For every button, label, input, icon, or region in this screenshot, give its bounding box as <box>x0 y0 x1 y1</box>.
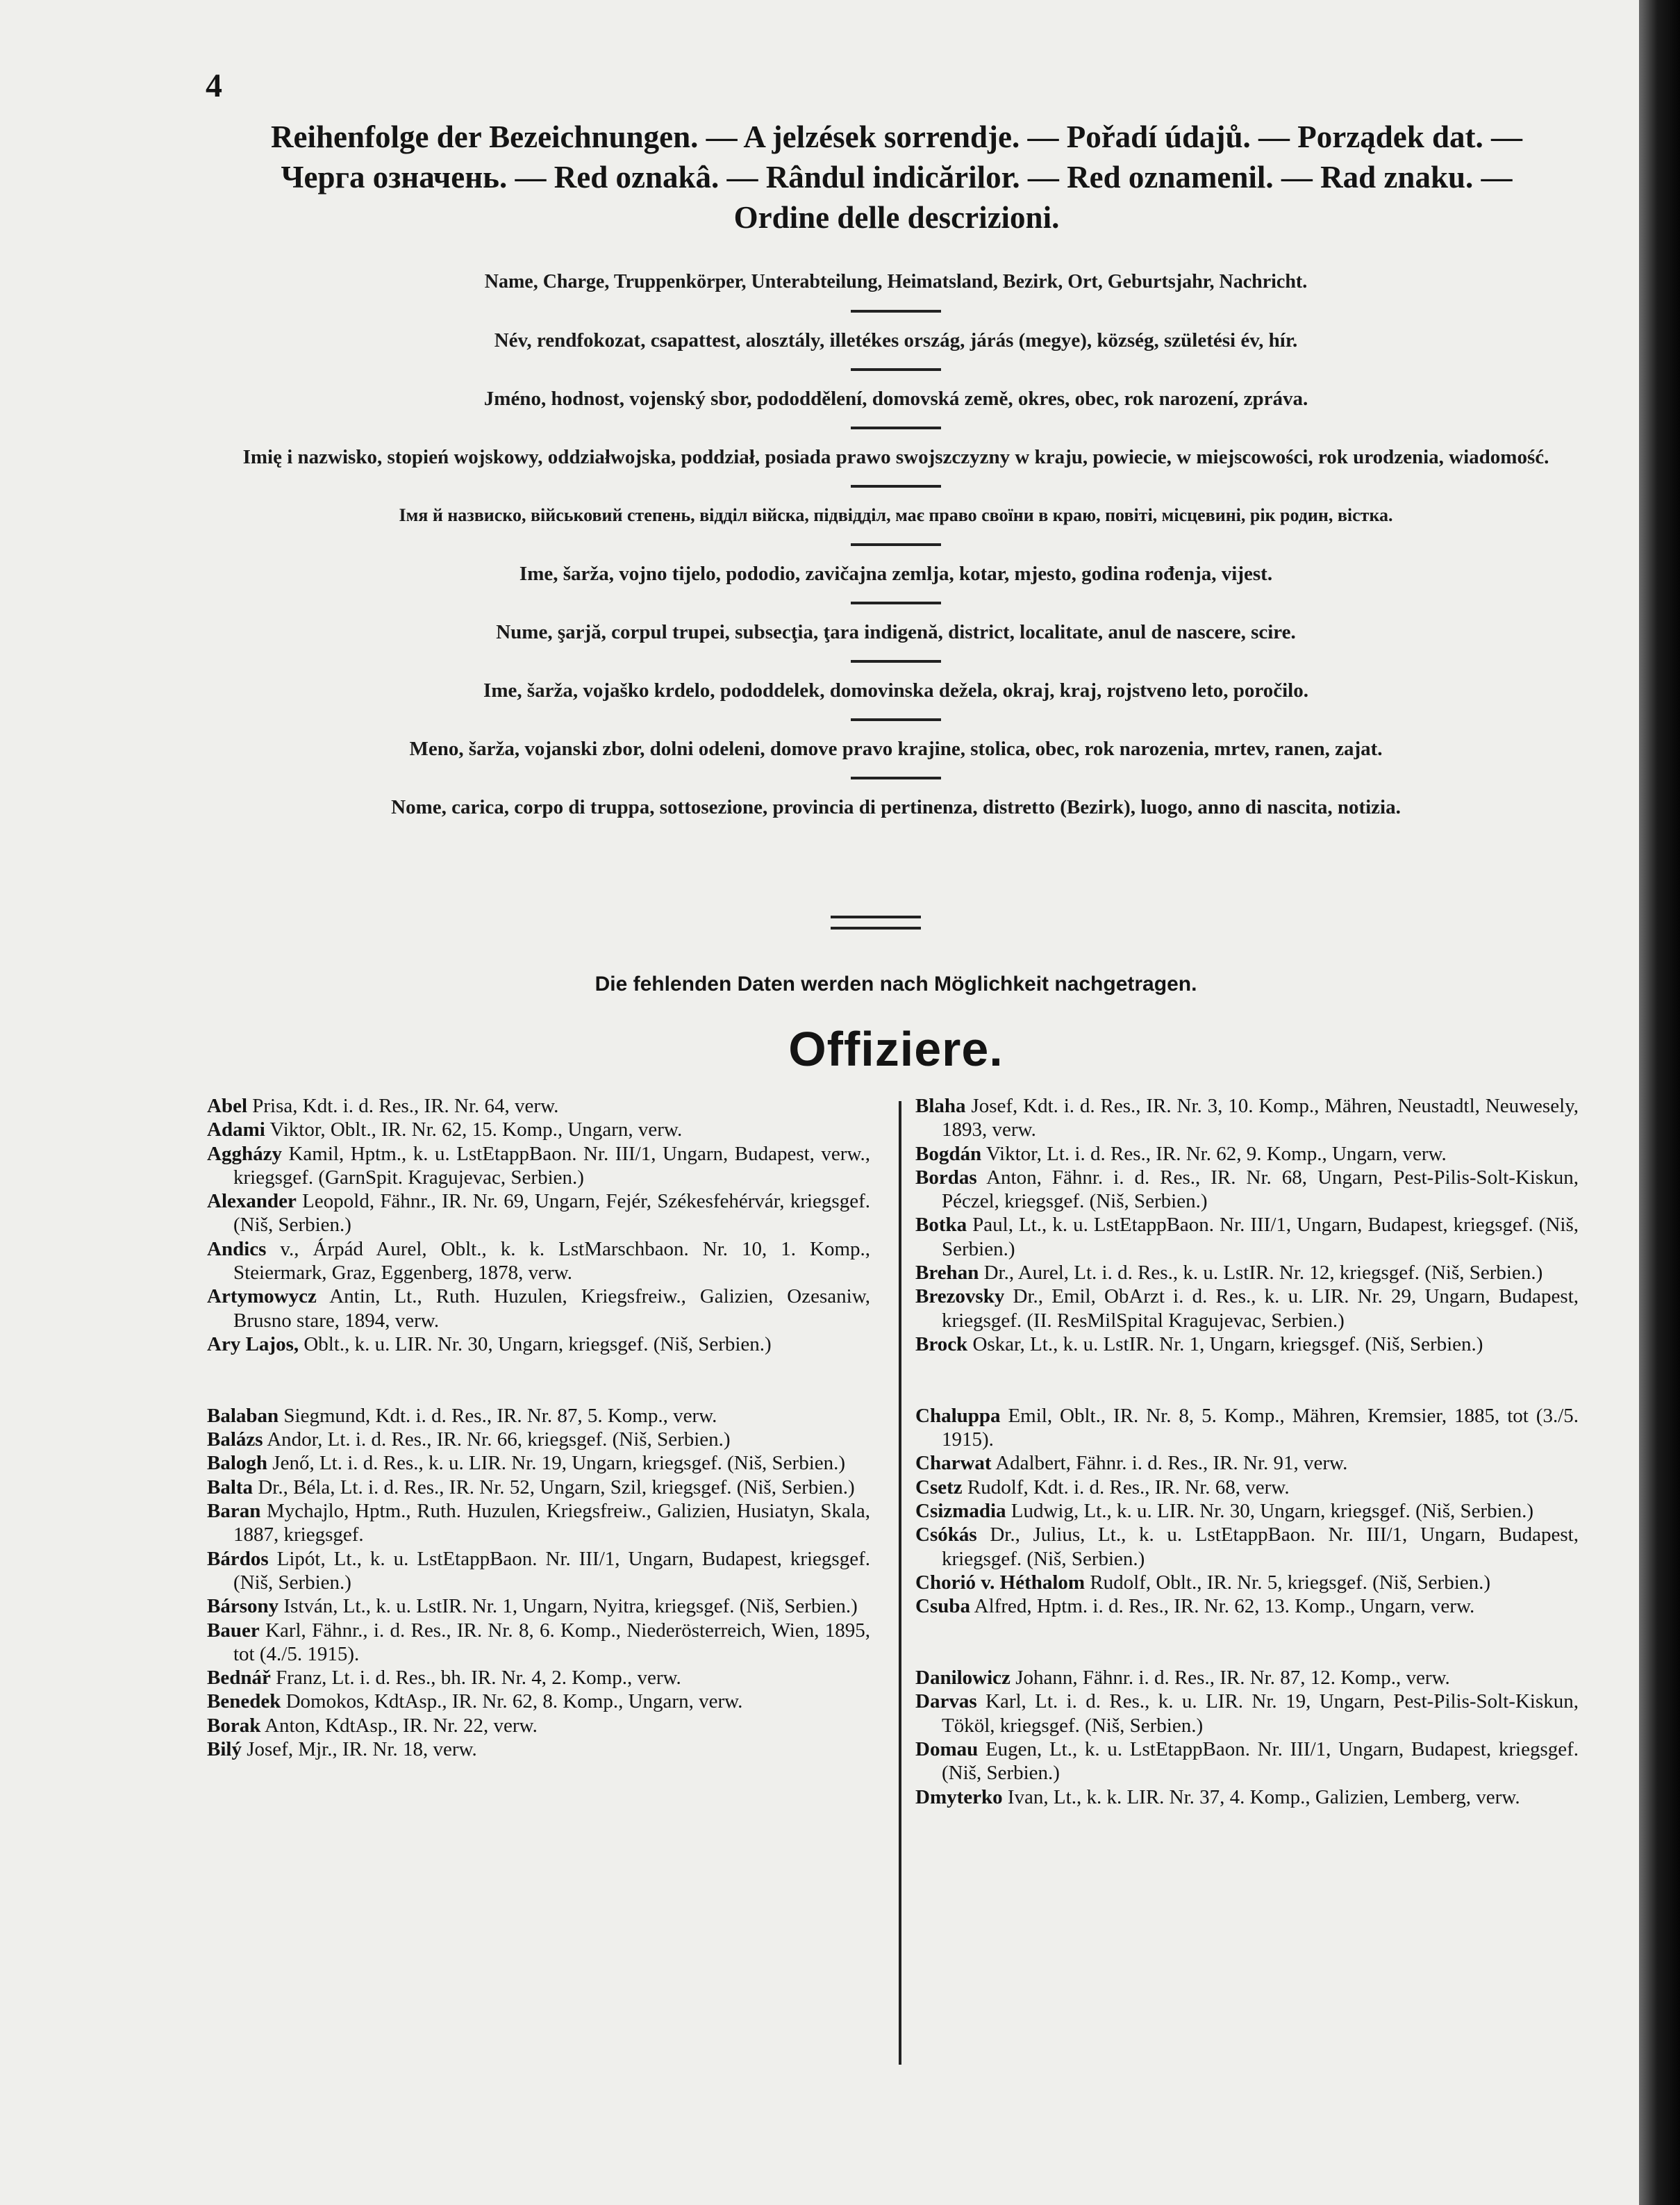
officer-surname: Bordas <box>915 1166 977 1189</box>
officer-surname: Brock <box>915 1332 968 1355</box>
officer-entry <box>915 1142 1579 1166</box>
legend-divider <box>851 485 941 488</box>
legend-ukrainian: Імя й назвиско, військовий степень, відділ війска, підвідділ, має право своїни в краю, повіті, місцевині, рік родин, вістка. <box>399 505 1393 525</box>
officer-details: Emil, Oblt., IR. Nr. 8, 5. Komp., Mähren, Kremsier, 1885, tot (3./5. 1915). <box>942 1404 1579 1451</box>
officer-surname: Alexander <box>207 1190 297 1213</box>
officer-details: Ivan, Lt., k. k. LIR. Nr. 37, 4. Komp., Galizien, Lemberg, verw. <box>1007 1785 1520 1808</box>
right-column <box>915 1094 1579 1809</box>
officer-surname: Chaluppa <box>915 1404 1001 1427</box>
officer-details: v., Árpád Aurel, Oblt., k. k. LstMarschbaon. Nr. 10, 1. Komp., Steiermark, Graz, Eggenberg, 1878, verw. <box>233 1237 871 1285</box>
officer-details: Leopold, Fähnr., IR. Nr. 69, Ungarn, Fejér, Székesfehérvár, kriegsgef. (Niš, Serbien.) <box>233 1190 870 1237</box>
officer-entry <box>207 1332 870 1356</box>
officer-surname: Csókás <box>915 1523 977 1546</box>
officer-entry <box>207 1404 870 1428</box>
officer-details: Adalbert, Fähnr. i. d. Res., IR. Nr. 91, verw. <box>995 1452 1348 1475</box>
officer-entry <box>915 1666 1579 1690</box>
officer-details: Antin, Lt., Ruth. Huzulen, Kriegsfreiw., Galizien, Ozesaniw, Brusno stare, 1894, verw. <box>233 1285 871 1332</box>
officer-details: Lipót, Lt., k. u. LstEtappBaon. Nr. III/1, Ungarn, Budapest, kriegsgef. (Niš, Serbien.) <box>233 1547 870 1594</box>
officer-surname: Balogh <box>207 1452 268 1475</box>
officer-surname: Benedek <box>207 1690 281 1713</box>
officer-surname: Balaban <box>207 1404 279 1427</box>
column-divider <box>899 1101 901 2065</box>
officer-details: Jenő, Lt. i. d. Res., k. u. LIR. Nr. 19, Ungarn, kriegsgef. (Niš, Serbien.) <box>272 1452 846 1475</box>
officer-surname: Bilý <box>207 1738 242 1761</box>
officer-details: Siegmund, Kdt. i. d. Res., IR. Nr. 87, 5. Komp., verw. <box>283 1404 717 1427</box>
title-line-2: Черга означень. — Red oznakâ. — Rândul indicărilor. — Red oznamenil. — Rad znaku. — <box>281 160 1513 195</box>
officer-entry <box>207 1189 870 1237</box>
officer-details: Viktor, Oblt., IR. Nr. 62, 15. Komp., Ungarn, verw. <box>269 1118 683 1141</box>
officer-details: Dr., Aurel, Lt. i. d. Res., k. u. LstIR. Nr. 12, kriegsgef. (Niš, Serbien.) <box>983 1262 1543 1285</box>
officer-entry <box>915 1594 1579 1618</box>
officer-details: Kamil, Hptm., k. u. LstEtappBaon. Nr. III/1, Ungarn, Budapest, verw., kriegsgef. (GarnSpit. Kragujevac, Serbien.) <box>233 1142 871 1189</box>
officer-entry <box>207 1714 870 1737</box>
officer-entry <box>915 1404 1579 1452</box>
legend-divider <box>851 427 941 429</box>
officer-surname: Csetz <box>915 1476 963 1498</box>
officer-surname: Danilowicz <box>915 1667 1011 1690</box>
officer-entry <box>915 1476 1579 1499</box>
officer-entry <box>915 1213 1579 1261</box>
officer-details: Andor, Lt. i. d. Res., IR. Nr. 66, kriegsgef. (Niš, Serbien.) <box>267 1428 731 1451</box>
officer-entry <box>915 1094 1579 1142</box>
legend-divider <box>851 368 941 371</box>
officer-entry <box>915 1332 1579 1356</box>
officer-surname: Charwat <box>915 1452 992 1475</box>
officer-entry <box>207 1547 870 1595</box>
officer-surname: Brezovsky <box>915 1285 1005 1308</box>
legend-divider <box>851 718 941 721</box>
title-line-1: Reihenfolge der Bezeichnungen. — A jelzések sorrendje. — Pořadí údajů. — Porządek dat. — <box>271 119 1522 154</box>
officer-surname: Bogdán <box>915 1142 982 1165</box>
officer-entry <box>207 1690 870 1713</box>
officer-entry <box>207 1118 870 1141</box>
officer-entry <box>207 1666 870 1690</box>
officer-details: Karl, Fähnr., i. d. Res., IR. Nr. 8, 6. Komp., Niederösterreich, Wien, 1895, tot (4./5. 1915). <box>233 1619 870 1665</box>
officer-surname: Brehan <box>915 1262 979 1285</box>
officer-surname: Andics <box>207 1237 267 1260</box>
legend-slovak: Meno, šarža, vojanski zbor, dolni odeleni, domove pravo krajine, stolica, obec, rok narozenia, mrtev, ranen, zajat. <box>409 738 1383 760</box>
officer-surname: Bauer <box>207 1619 260 1642</box>
officer-entry <box>207 1619 870 1667</box>
officer-entry <box>915 1166 1579 1214</box>
divider-line <box>831 927 921 930</box>
officer-surname: Bárdos <box>207 1547 269 1570</box>
entry-gap <box>207 1356 870 1404</box>
officer-details: Rudolf, Oblt., IR. Nr. 5, kriegsgef. (Niš, Serbien.) <box>1090 1571 1491 1594</box>
legend-german: Name, Charge, Truppenkörper, Unterabteilung, Heimatsland, Bezirk, Ort, Geburtsjahr, Nachricht. <box>484 271 1308 292</box>
officer-details: Anton, KdtAsp., IR. Nr. 22, verw. <box>265 1714 538 1737</box>
officer-details: Viktor, Lt. i. d. Res., IR. Nr. 62, 9. Komp., Ungarn, verw. <box>985 1142 1447 1165</box>
officer-entry <box>207 1142 870 1190</box>
officer-details: Rudolf, Kdt. i. d. Res., IR. Nr. 68, verw. <box>967 1476 1290 1498</box>
officer-surname: Chorió v. Héthalom <box>915 1571 1086 1594</box>
officer-entry <box>915 1690 1579 1737</box>
officer-entry <box>207 1285 870 1332</box>
legend-divider <box>851 602 941 604</box>
section-divider <box>831 916 921 938</box>
entry-gap <box>915 1356 1579 1404</box>
officer-entry <box>915 1571 1579 1594</box>
legend-divider <box>851 777 941 779</box>
officer-details: Mychajlo, Hptm., Ruth. Huzulen, Kriegsfreiw., Galizien, Husiatyn, Skala, 1887, kriegsgef. <box>233 1500 870 1546</box>
legend-divider <box>851 310 941 313</box>
legend-czech: Jméno, hodnost, vojenský sbor, pododdělení, domovská země, okres, obec, rok narození, zpráva. <box>483 388 1308 410</box>
legend-slovenian: Ime, šarža, vojaško krdelo, pododdelek, domovinska dežela, okraj, kraj, rojstveno leto, poročilo. <box>483 679 1308 702</box>
officer-surname: Blaha <box>915 1095 966 1117</box>
divider-line <box>831 916 921 918</box>
officer-surname: Bednář <box>207 1667 271 1690</box>
officer-surname: Csizmadia <box>915 1500 1006 1523</box>
legend-romanian: Nume, şarjă, corpul trupei, subsecţia, ţara indigenă, district, localitate, anul de nascere, scire. <box>496 621 1296 643</box>
officer-surname: Bársony <box>207 1595 279 1618</box>
officer-surname: Adami <box>207 1118 265 1141</box>
officer-details: Eugen, Lt., k. u. LstEtappBaon. Nr. III/1, Ungarn, Budapest, kriegsgef. (Niš, Serbien.) <box>942 1738 1579 1785</box>
missing-data-notice: Die fehlenden Daten werden nach Möglichkeit nachgetragen. <box>594 973 1197 996</box>
section-title: Offiziere. <box>788 1022 1004 1076</box>
officer-entry <box>915 1261 1579 1285</box>
officer-entry <box>207 1594 870 1618</box>
left-column <box>207 1094 870 1761</box>
officer-surname: Baran <box>207 1500 261 1523</box>
officer-entry <box>915 1785 1579 1809</box>
legend-hungarian: Név, rendfokozat, csapattest, alosztály, illetékes ország, járás (megye), község, születési év, hír. <box>494 329 1298 352</box>
officer-details: István, Lt., k. u. LstIR. Nr. 1, Ungarn, Nyitra, kriegsgef. (Niš, Serbien.) <box>283 1595 858 1618</box>
officer-details: Prisa, Kdt. i. d. Res., IR. Nr. 64, verw. <box>252 1095 559 1117</box>
officer-details: Paul, Lt., k. u. LstEtappBaon. Nr. III/1, Ungarn, Budapest, kriegsgef. (Niš, Serbien.) <box>942 1214 1579 1260</box>
officer-entry <box>207 1237 870 1285</box>
legend-polish: Imię i nazwisko, stopień wojskowy, oddziałwojska, poddział, posiada prawo swojszczyzny w kraju, powiecie, w miejscowości, rok urodzenia, wiadomość. <box>242 446 1549 468</box>
officer-details: Josef, Kdt. i. d. Res., IR. Nr. 3, 10. Komp., Mähren, Neustadtl, Neuwesely, 1893, verw. <box>942 1095 1579 1141</box>
legend-croatian: Ime, šarža, vojno tijelo, pododio, zavičajna zemlja, kotar, mjesto, godina rođenja, vijest. <box>519 563 1273 585</box>
officer-surname: Balta <box>207 1476 253 1498</box>
officer-entry <box>915 1737 1579 1785</box>
officer-entry <box>207 1428 870 1451</box>
officer-surname: Borak <box>207 1714 261 1737</box>
page-edge-shadow <box>1639 0 1680 2205</box>
officer-details: Johann, Fähnr. i. d. Res., IR. Nr. 87, 12. Komp., verw. <box>1015 1667 1450 1690</box>
officer-surname: Darvas <box>915 1690 977 1713</box>
officer-entry <box>915 1285 1579 1332</box>
officer-entry <box>207 1451 870 1475</box>
officer-surname: Dmyterko <box>915 1785 1003 1808</box>
page-number: 4 <box>206 67 222 104</box>
officer-surname: Botka <box>915 1214 967 1237</box>
officer-details: Domokos, KdtAsp., IR. Nr. 62, 8. Komp., Ungarn, verw. <box>285 1690 743 1713</box>
officer-details: Oblt., k. u. LIR. Nr. 30, Ungarn, kriegsgef. (Niš, Serbien.) <box>303 1332 772 1355</box>
legend-divider <box>851 543 941 546</box>
officer-details: Josef, Mjr., IR. Nr. 18, verw. <box>247 1738 477 1761</box>
officer-surname: Artymowycz <box>207 1285 317 1308</box>
officer-surname: Balázs <box>207 1428 263 1451</box>
officer-details: Anton, Fähnr. i. d. Res., IR. Nr. 68, Ungarn, Pest-Pilis-Solt-Kiskun, Péczel, kriegsgef. (Niš, Serbien.) <box>942 1166 1579 1213</box>
legend-divider <box>851 660 941 663</box>
officer-entry <box>915 1499 1579 1523</box>
officer-details: Franz, Lt. i. d. Res., bh. IR. Nr. 4, 2. Komp., verw. <box>276 1667 681 1690</box>
officer-entry <box>207 1094 870 1118</box>
officer-surname: Ary Lajos, <box>207 1332 299 1355</box>
officer-details: Alfred, Hptm. i. d. Res., IR. Nr. 62, 13. Komp., Ungarn, verw. <box>974 1595 1475 1618</box>
title-line-3: Ordine delle descrizioni. <box>733 200 1060 235</box>
officer-entry <box>207 1737 870 1761</box>
officer-entry <box>915 1451 1579 1475</box>
officer-entry <box>915 1523 1579 1571</box>
field-order-legend <box>201 270 1590 820</box>
officer-details: Ludwig, Lt., k. u. LIR. Nr. 30, Ungarn, kriegsgef. (Niš, Serbien.) <box>1011 1500 1534 1523</box>
officer-details: Oskar, Lt., k. u. LstIR. Nr. 1, Ungarn, kriegsgef. (Niš, Serbien.) <box>972 1332 1483 1355</box>
officer-surname: Abel <box>207 1095 247 1117</box>
officer-entry <box>207 1476 870 1499</box>
officer-surname: Csuba <box>915 1595 970 1618</box>
multilingual-title <box>206 117 1588 238</box>
legend-italian: Nome, carica, corpo di truppa, sottosezione, provincia di pertinenza, distretto (Bezirk), luogo, anno di nascita, notizia. <box>391 796 1401 818</box>
officer-details: Dr., Béla, Lt. i. d. Res., IR. Nr. 52, Ungarn, Szil, kriegsgef. (Niš, Serbien.) <box>258 1476 855 1498</box>
officer-details: Dr., Julius, Lt., k. u. LstEtappBaon. Nr. III/1, Ungarn, Budapest, kriegsgef. (Niš, Serbien.) <box>942 1523 1579 1570</box>
officer-surname: Aggházy <box>207 1142 282 1165</box>
officer-surname: Domau <box>915 1738 979 1761</box>
officer-details: Karl, Lt. i. d. Res., k. u. LIR. Nr. 19, Ungarn, Pest-Pilis-Solt-Kiskun, Tököl, kriegsgef. (Niš, Serbien.) <box>942 1690 1579 1737</box>
officer-entry <box>207 1499 870 1547</box>
entry-gap <box>915 1619 1579 1667</box>
officer-details: Dr., Emil, ObArzt i. d. Res., k. u. LIR. Nr. 29, Ungarn, Budapest, kriegsgef. (II. ResMilSpital Kragujevac, Serbien.) <box>942 1285 1579 1332</box>
